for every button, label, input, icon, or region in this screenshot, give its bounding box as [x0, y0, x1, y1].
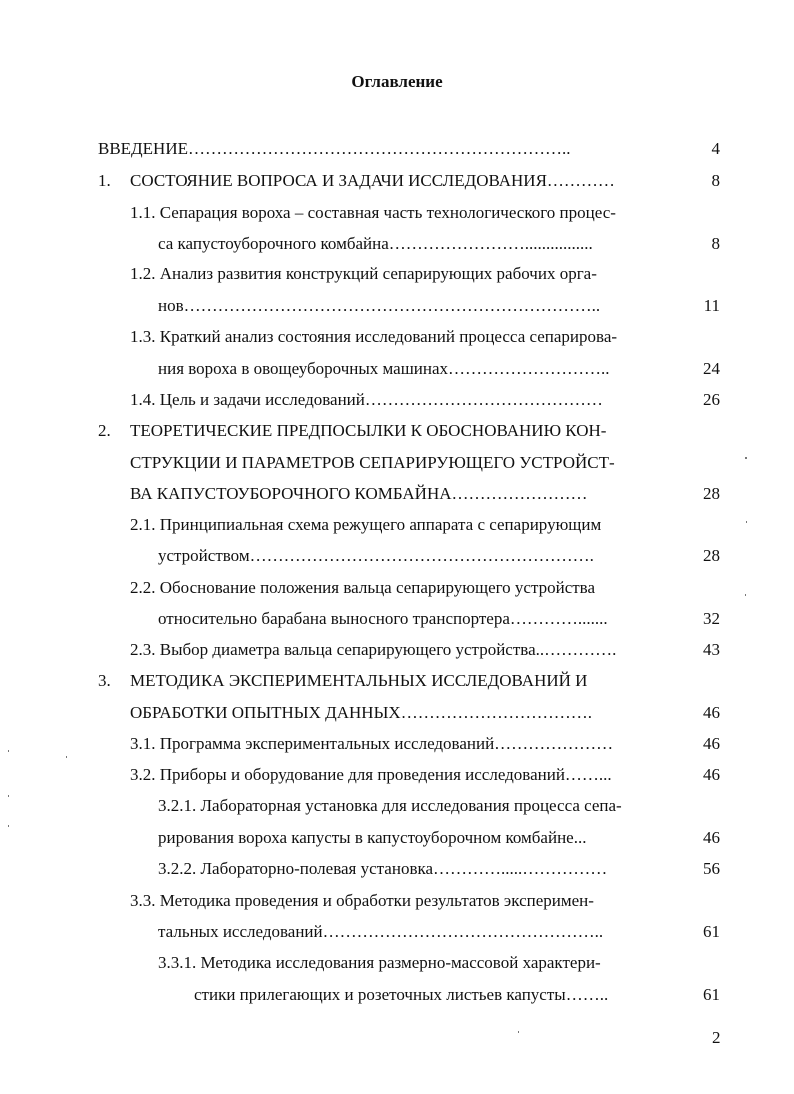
- toc-entry-text: тальных исследований…………………………………………..: [158, 922, 604, 941]
- toc-page: 61: [703, 922, 720, 941]
- toc-entry-text: устройством…………………………………………………….: [158, 546, 594, 565]
- toc-entry-text: са капустоуборочного комбайна……………………................: [158, 234, 593, 253]
- scan-speck: [745, 457, 747, 459]
- toc-entry-text: ВВЕДЕНИЕ…………………………………………………………..: [98, 139, 571, 158]
- toc-entry-text: 3.3.1. Методика исследования размерно-массовой характери-: [158, 953, 601, 972]
- toc-page: 46: [703, 765, 720, 784]
- toc-page: 61: [703, 985, 720, 1004]
- toc-entry-text: рирования вороха капусты в капустоуборочном комбайне...: [158, 828, 587, 847]
- toc-entry-text: 1.4. Цель и задачи исследований……………………………………: [130, 390, 603, 409]
- toc-page: 46: [703, 734, 720, 753]
- chapter-number: 2.: [98, 421, 111, 440]
- toc-entry-text: 2.3. Выбор диаметра вальца сепарирующего устройства..………….: [130, 640, 617, 659]
- toc-entry-text: 3.1. Программа экспериментальных исследований…………………: [130, 734, 614, 753]
- toc-entry-text: МЕТОДИКА ЭКСПЕРИМЕНТАЛЬНЫХ ИССЛЕДОВАНИЙ И: [130, 671, 588, 690]
- toc-entry-text: ния вороха в овощеуборочных машинах………………………..: [158, 359, 610, 378]
- toc-page: 26: [703, 390, 720, 409]
- scan-speck: [8, 825, 9, 827]
- toc-entry-text: 1.2. Анализ развития конструкций сепарирующих рабочих орга-: [130, 264, 597, 283]
- toc-page: 28: [703, 484, 720, 503]
- toc-entry-text: 1.1. Сепарация вороха – составная часть технологического процес-: [130, 203, 616, 222]
- toc-entry-text: нов………………………………………………………………..: [158, 296, 601, 315]
- toc-entry-text: 1.3. Краткий анализ состояния исследований процесса сепарирова-: [130, 327, 618, 346]
- toc-entry-text: 2.2. Обоснование положения вальца сепарирующего устройства: [130, 578, 596, 597]
- page-title: Оглавление: [351, 72, 443, 91]
- toc-page: 43: [703, 640, 720, 659]
- toc-entry-text: ТЕОРЕТИЧЕСКИЕ ПРЕДПОСЫЛКИ К ОБОСНОВАНИЮ КОН-: [130, 421, 607, 440]
- toc-entry-text: СОСТОЯНИЕ ВОПРОСА И ЗАДАЧИ ИССЛЕДОВАНИЯ…………: [130, 171, 615, 190]
- scan-speck: [8, 795, 9, 797]
- toc-entry-text: стики прилегающих и розеточных листьев капусты……..: [194, 985, 609, 1004]
- scan-speck: [8, 750, 9, 752]
- toc-page: 8: [711, 234, 720, 253]
- toc-entry-text: 3.2.1. Лабораторная установка для исследования процесса сепа-: [158, 796, 622, 815]
- scan-speck: [66, 756, 67, 758]
- toc-entry-text: ОБРАБОТКИ ОПЫТНЫХ ДАННЫХ…………………………….: [130, 703, 592, 722]
- toc-page: 8: [711, 171, 720, 190]
- toc-page: 46: [703, 703, 720, 722]
- toc-page: 11: [703, 296, 720, 315]
- toc-page: 32: [703, 609, 720, 628]
- toc-page: 4: [711, 139, 720, 158]
- toc-page: 28: [703, 546, 720, 565]
- toc-entry-text: 3.2. Приборы и оборудование для проведения исследований……...: [130, 765, 612, 784]
- toc-entry-text: 3.2.2. Лабораторно-полевая установка………….....……………: [158, 859, 608, 878]
- chapter-number: 3.: [98, 671, 111, 690]
- toc-page: 24: [703, 359, 720, 378]
- toc-entry-text: СТРУКЦИИ И ПАРАМЕТРОВ СЕПАРИРУЮЩЕГО УСТРОЙСТ-: [130, 453, 615, 472]
- toc-page: 56: [703, 859, 720, 878]
- toc-entry-text: ВА КАПУСТОУБОРОЧНОГО КОМБАЙНА……………………: [130, 484, 588, 503]
- toc-entry-text: 2.1. Принципиальная схема режущего аппарата с сепарирующим: [130, 515, 602, 534]
- page-number: 2: [712, 1028, 721, 1047]
- toc-entry-text: относительно барабана выносного транспортера………….......: [158, 609, 608, 628]
- scan-speck: [518, 1031, 519, 1033]
- chapter-number: 1.: [98, 171, 111, 190]
- toc-entry-text: 3.3. Методика проведения и обработки результатов эксперимен-: [130, 891, 594, 910]
- scan-speck: [746, 521, 747, 523]
- scan-speck: [745, 594, 746, 596]
- toc-page: 46: [703, 828, 720, 847]
